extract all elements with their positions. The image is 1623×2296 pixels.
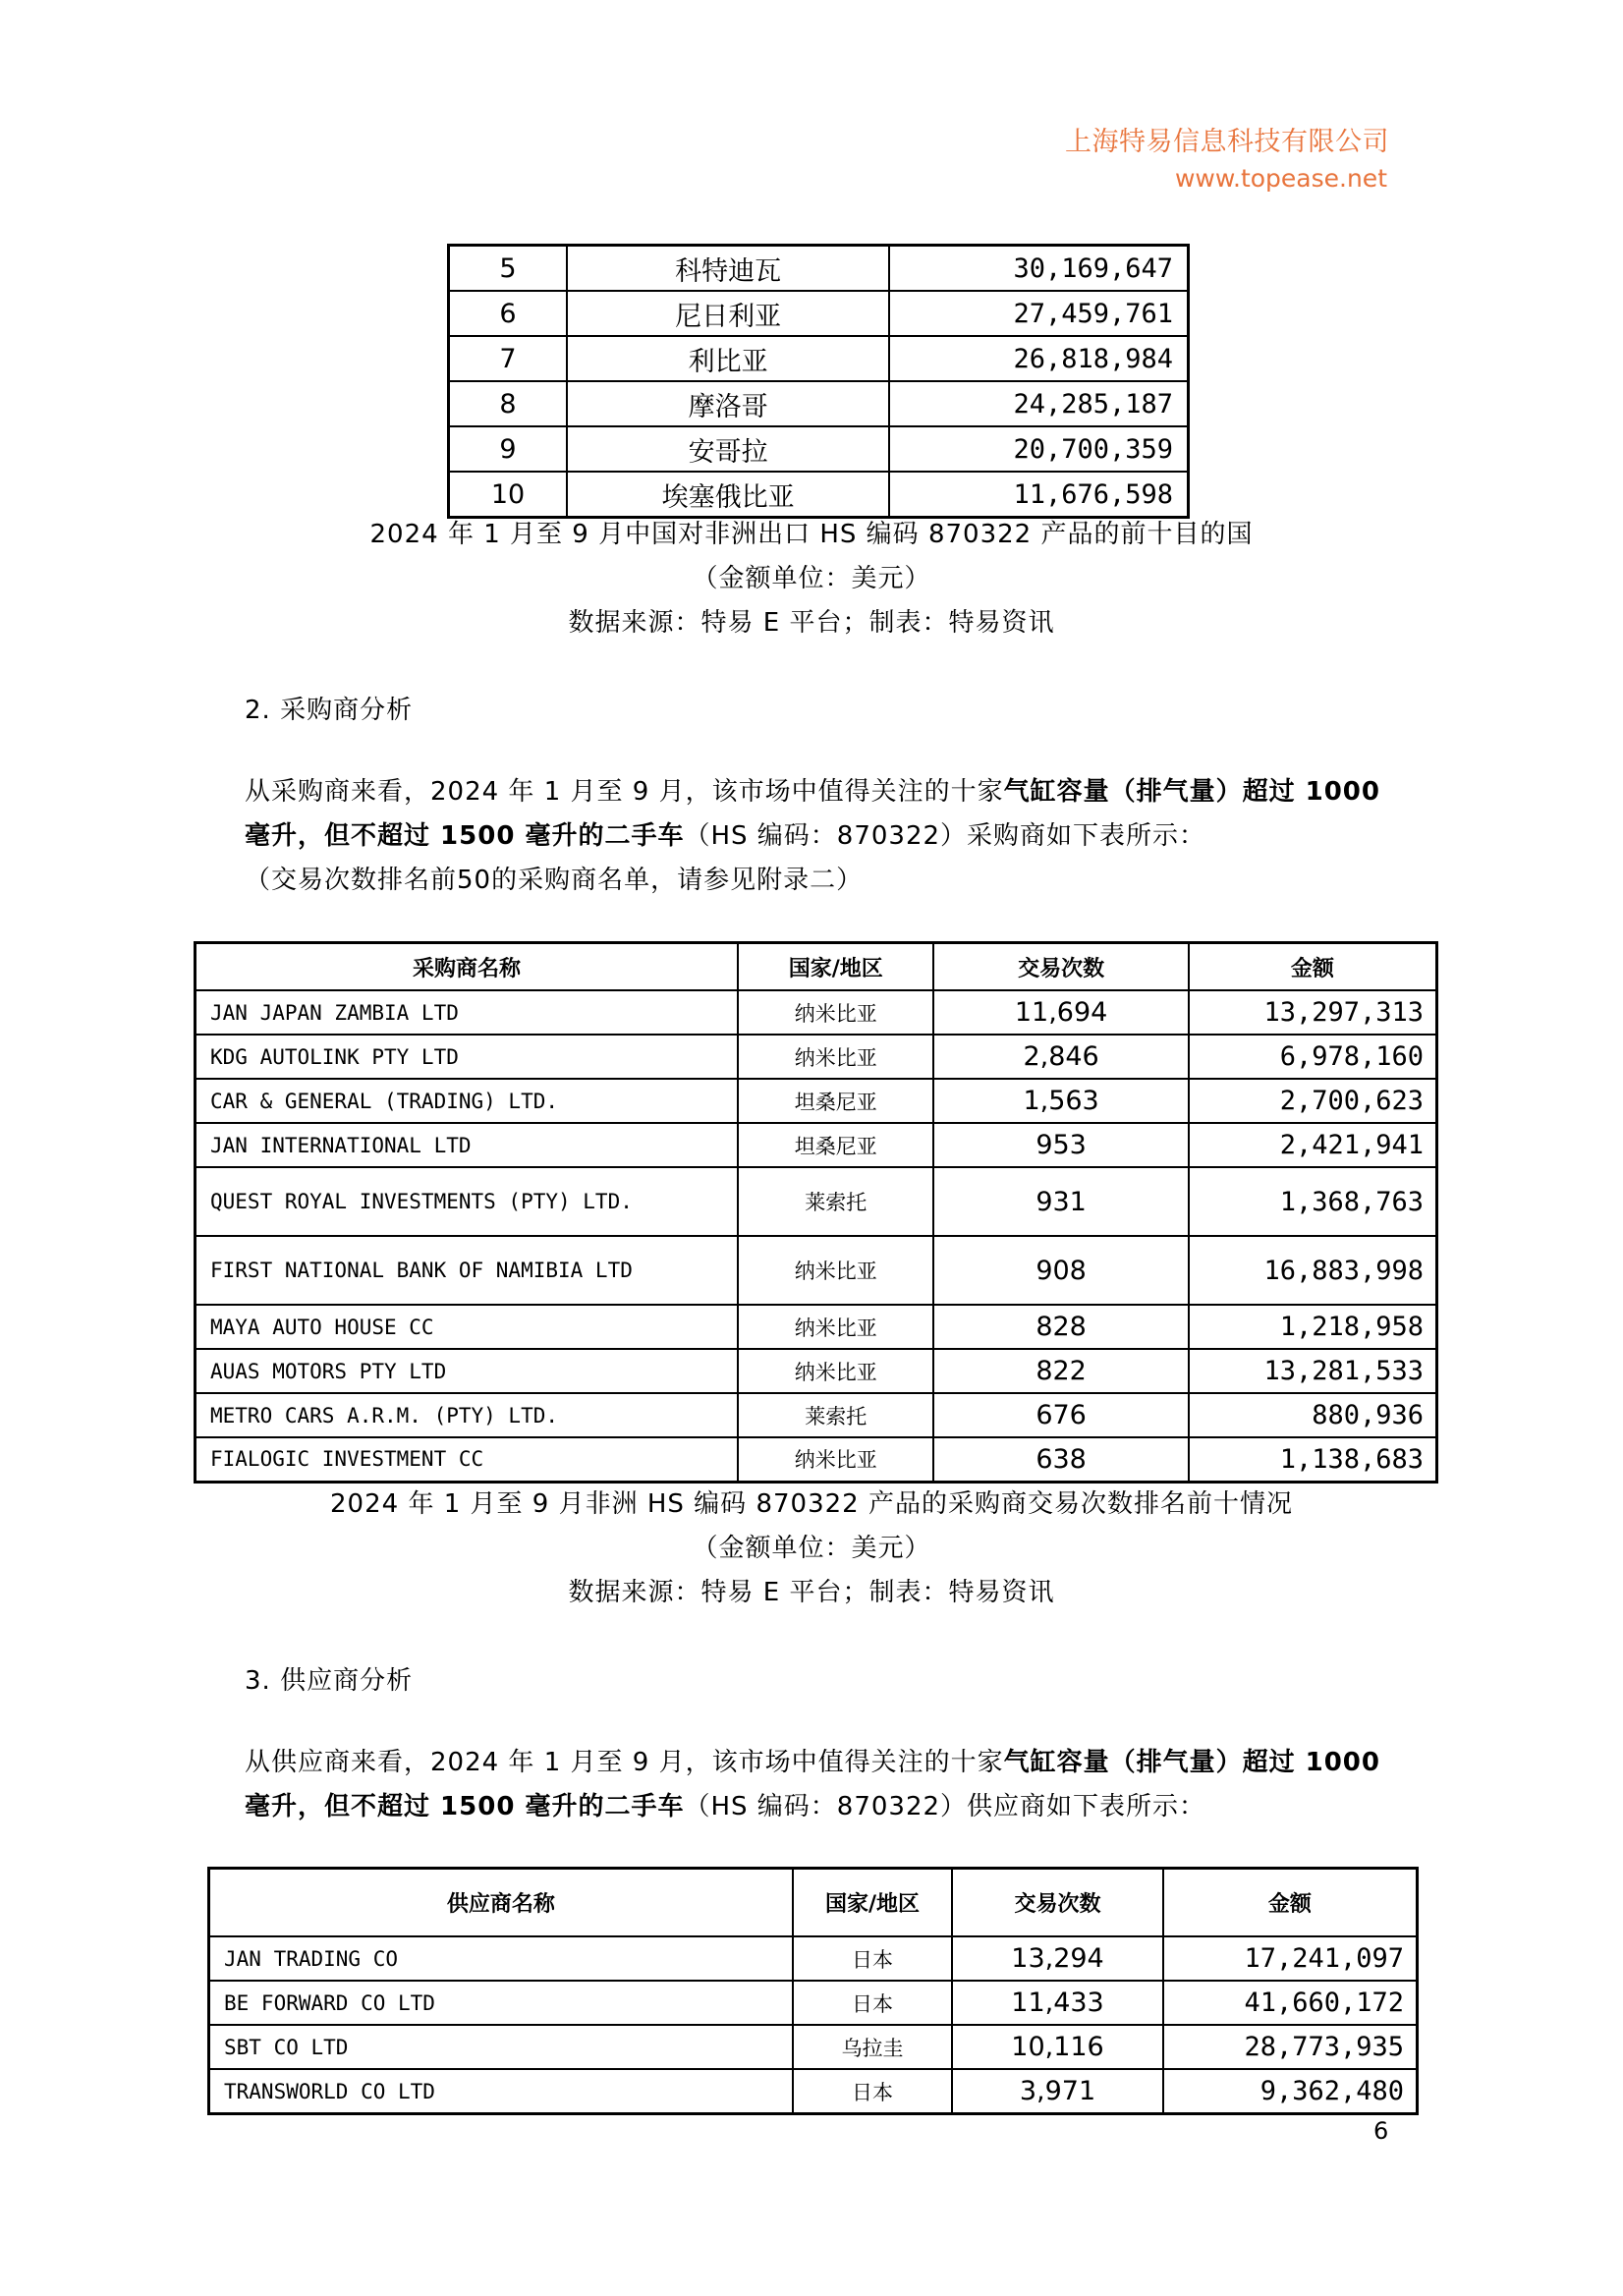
amount-cell: 17,241,097 xyxy=(1163,1936,1418,1981)
table-row xyxy=(449,381,1189,426)
table-row xyxy=(196,1349,1437,1393)
amount-cell: 30,169,647 xyxy=(889,246,1188,292)
column-header: 金额 xyxy=(1163,1869,1418,1937)
count-cell: 2,846 xyxy=(933,1035,1188,1079)
paragraph-bold-text: 气缸容量（排气量）超过 1000 毫升，但不超过 1500 毫升的二手车 xyxy=(245,777,1380,851)
column-header: 供应商名称 xyxy=(209,1869,793,1937)
amount-cell: 1,138,683 xyxy=(1189,1437,1437,1482)
country-cell: 莱索托 xyxy=(738,1167,933,1236)
buyer-name-cell: METRO CARS A.R.M. (PTY) LTD. xyxy=(196,1393,739,1437)
amount-cell: 24,285,187 xyxy=(889,381,1188,426)
amount-cell: 28,773,935 xyxy=(1163,2025,1418,2069)
amount-cell: 1,368,763 xyxy=(1189,1167,1437,1236)
country-cell: 埃塞俄比亚 xyxy=(567,472,889,518)
column-header: 交易次数 xyxy=(933,943,1188,991)
table-row xyxy=(209,2025,1418,2069)
amount-cell: 6,978,160 xyxy=(1189,1035,1437,1079)
paragraph-text: 从供应商来看，2024 年 1 月至 9 月，该市场中值得关注的十家 xyxy=(245,1748,1004,1777)
count-cell: 822 xyxy=(933,1349,1188,1393)
column-header: 国家/地区 xyxy=(738,943,933,991)
buyer-table-unit: （金额单位：美元） xyxy=(692,1534,931,1563)
page-number: 6 xyxy=(1373,2117,1389,2145)
country-cell: 纳米比亚 xyxy=(738,990,933,1035)
count-cell: 13,294 xyxy=(952,1936,1163,1981)
table-row xyxy=(196,1123,1437,1167)
country-cell: 安哥拉 xyxy=(567,426,889,472)
amount-cell: 11,676,598 xyxy=(889,472,1188,518)
buyer-name-cell: FIALOGIC INVESTMENT CC xyxy=(196,1437,739,1482)
rank-table-source: 数据来源：特易 E 平台；制表：特易资讯 xyxy=(568,608,1055,638)
table-row xyxy=(449,472,1189,518)
amount-cell: 13,281,533 xyxy=(1189,1349,1437,1393)
buyer-name-cell: FIRST NATIONAL BANK OF NAMIBIA LTD xyxy=(196,1236,739,1305)
rank-cell: 9 xyxy=(449,426,568,472)
amount-cell: 2,700,623 xyxy=(1189,1079,1437,1123)
buyer-name-cell: KDG AUTOLINK PTY LTD xyxy=(196,1035,739,1079)
amount-cell: 41,660,172 xyxy=(1163,1981,1418,2025)
company-name: 上海特易信息科技有限公司 xyxy=(1065,127,1389,157)
table-row xyxy=(449,291,1189,336)
country-cell: 纳米比亚 xyxy=(738,1437,933,1482)
country-cell: 莱索托 xyxy=(738,1393,933,1437)
column-header: 金额 xyxy=(1189,943,1437,991)
country-cell: 纳米比亚 xyxy=(738,1236,933,1305)
table-row xyxy=(196,1437,1437,1482)
country-cell: 纳米比亚 xyxy=(738,1305,933,1349)
buyer-table-source: 数据来源：特易 E 平台；制表：特易资讯 xyxy=(568,1578,1055,1607)
column-header: 交易次数 xyxy=(952,1869,1163,1937)
amount-cell: 2,421,941 xyxy=(1189,1123,1437,1167)
country-cell: 坦桑尼亚 xyxy=(738,1079,933,1123)
country-cell: 纳米比亚 xyxy=(738,1349,933,1393)
table-row xyxy=(196,1393,1437,1437)
country-cell: 日本 xyxy=(793,2069,952,2114)
supplier-name-cell: TRANSWORLD CO LTD xyxy=(209,2069,793,2114)
supplier-name-cell: JAN TRADING CO xyxy=(209,1936,793,1981)
rank-cell: 8 xyxy=(449,381,568,426)
table-row xyxy=(196,1305,1437,1349)
section-3-heading: 3. 供应商分析 xyxy=(245,1666,414,1696)
rank-table-unit: （金额单位：美元） xyxy=(692,564,931,593)
country-cell: 尼日利亚 xyxy=(567,291,889,336)
buyer-name-cell: JAN JAPAN ZAMBIA LTD xyxy=(196,990,739,1035)
country-cell: 摩洛哥 xyxy=(567,381,889,426)
table-row xyxy=(449,426,1189,472)
count-cell: 676 xyxy=(933,1393,1188,1437)
rank-cell: 10 xyxy=(449,472,568,518)
table-row xyxy=(449,246,1189,292)
supplier-name-cell: SBT CO LTD xyxy=(209,2025,793,2069)
paragraph-bold-text: 气缸容量（排气量）超过 1000 毫升，但不超过 1500 毫升的二手车 xyxy=(245,1748,1380,1821)
buyer-name-cell: CAR & GENERAL (TRADING) LTD. xyxy=(196,1079,739,1123)
paragraph-text: （HS 编码：870322）供应商如下表所示： xyxy=(684,1792,1206,1821)
table-row xyxy=(196,1236,1437,1305)
table-row xyxy=(209,2069,1418,2114)
amount-cell: 880,936 xyxy=(1189,1393,1437,1437)
rank-cell: 7 xyxy=(449,336,568,381)
table-row xyxy=(196,1079,1437,1123)
buyer-name-cell: MAYA AUTO HOUSE CC xyxy=(196,1305,739,1349)
supplier-name-cell: BE FORWARD CO LTD xyxy=(209,1981,793,2025)
buyer-appendix-note: （交易次数排名前50的采购商名单，请参见附录二） xyxy=(245,866,864,895)
amount-cell: 26,818,984 xyxy=(889,336,1188,381)
buyer-name-cell: JAN INTERNATIONAL LTD xyxy=(196,1123,739,1167)
country-cell: 日本 xyxy=(793,1981,952,2025)
count-cell: 3,971 xyxy=(952,2069,1163,2114)
count-cell: 1,563 xyxy=(933,1079,1188,1123)
amount-cell: 9,362,480 xyxy=(1163,2069,1418,2114)
rank-cell: 5 xyxy=(449,246,568,292)
paragraph-text: 从采购商来看，2024 年 1 月至 9 月，该市场中值得关注的十家 xyxy=(245,777,1004,807)
count-cell: 638 xyxy=(933,1437,1188,1482)
country-cell: 纳米比亚 xyxy=(738,1035,933,1079)
table-row xyxy=(196,1035,1437,1079)
amount-cell: 16,883,998 xyxy=(1189,1236,1437,1305)
table-row xyxy=(449,336,1189,381)
amount-cell: 20,700,359 xyxy=(889,426,1188,472)
table-row xyxy=(196,1167,1437,1236)
amount-cell: 13,297,313 xyxy=(1189,990,1437,1035)
count-cell: 11,433 xyxy=(952,1981,1163,2025)
count-cell: 10,116 xyxy=(952,2025,1163,2069)
column-header: 采购商名称 xyxy=(196,943,739,991)
paragraph-text: （HS 编码：870322）采购商如下表所示： xyxy=(684,821,1206,851)
country-cell: 坦桑尼亚 xyxy=(738,1123,933,1167)
country-cell: 科特迪瓦 xyxy=(567,246,889,292)
country-cell: 日本 xyxy=(793,1936,952,1981)
table-row xyxy=(196,990,1437,1035)
table-header-row xyxy=(209,1869,1418,1937)
rank-cell: 6 xyxy=(449,291,568,336)
buyer-table-caption: 2024 年 1 月至 9 月非洲 HS 编码 870322 产品的采购商交易次数排名前十情况 xyxy=(330,1489,1293,1519)
count-cell: 908 xyxy=(933,1236,1188,1305)
count-cell: 11,694 xyxy=(933,990,1188,1035)
buyer-name-cell: QUEST ROYAL INVESTMENTS (PTY) LTD. xyxy=(196,1167,739,1236)
section-2-paragraph xyxy=(245,770,1394,859)
table-row xyxy=(209,1936,1418,1981)
rank-table-caption: 2024 年 1 月至 9 月中国对非洲出口 HS 编码 870322 产品的前十目的国 xyxy=(369,520,1254,549)
supplier-table xyxy=(207,1867,1419,2115)
count-cell: 828 xyxy=(933,1305,1188,1349)
column-header: 国家/地区 xyxy=(793,1869,952,1937)
count-cell: 931 xyxy=(933,1167,1188,1236)
section-3-paragraph xyxy=(245,1741,1394,1829)
section-2-heading: 2. 采购商分析 xyxy=(245,696,414,725)
company-website[interactable]: www.topease.net xyxy=(1174,164,1387,193)
amount-cell: 27,459,761 xyxy=(889,291,1188,336)
country-cell: 利比亚 xyxy=(567,336,889,381)
table-header-row xyxy=(196,943,1437,991)
buyer-name-cell: AUAS MOTORS PTY LTD xyxy=(196,1349,739,1393)
destination-rank-table xyxy=(447,244,1190,519)
buyer-table xyxy=(194,941,1438,1484)
country-cell: 乌拉圭 xyxy=(793,2025,952,2069)
amount-cell: 1,218,958 xyxy=(1189,1305,1437,1349)
count-cell: 953 xyxy=(933,1123,1188,1167)
table-row xyxy=(209,1981,1418,2025)
